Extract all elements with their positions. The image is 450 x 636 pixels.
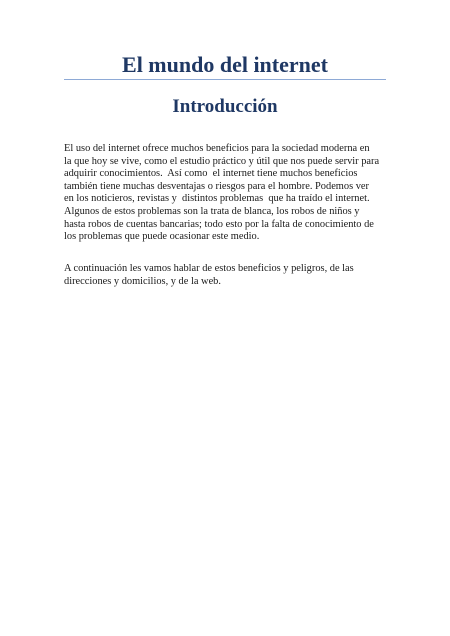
paragraph-line: A continuación les vamos hablar de estos beneficios y peligros, de las (64, 263, 354, 274)
paragraph-line: Algunos de estos problemas son la trata de blanca, los robos de niños y (64, 205, 360, 217)
paragraph-line: adquirir conocimientos. Así como el internet tiene muchos beneficios (64, 168, 358, 180)
paragraph-1 (64, 143, 394, 244)
section-heading-introduccion: Introducción (172, 96, 278, 117)
paragraph-2 (64, 263, 394, 288)
paragraph-line: los problemas que puede ocasionar este medio. (64, 231, 260, 243)
paragraph-line: El uso del internet ofrece muchos beneficios para la sociedad moderna en (64, 143, 370, 154)
paragraph-line: también tiene muchas desventajas o riesgos para el hombre. Podemos ver (64, 180, 369, 192)
title-underline-rule (64, 79, 386, 80)
document-title: El mundo del internet (122, 52, 328, 77)
paragraph-line: hasta robos de cuentas bancarias; todo esto por la falta de conocimiento de (64, 218, 374, 230)
paragraph-line: la que hoy se vive, como el estudio práctico y útil que nos puede servir para (64, 155, 380, 167)
paragraph-line: direcciones y domicilios, y de la web. (64, 275, 221, 287)
paragraph-line: en los noticieros, revistas y distintos problemas que ha traído el internet. (64, 193, 370, 205)
